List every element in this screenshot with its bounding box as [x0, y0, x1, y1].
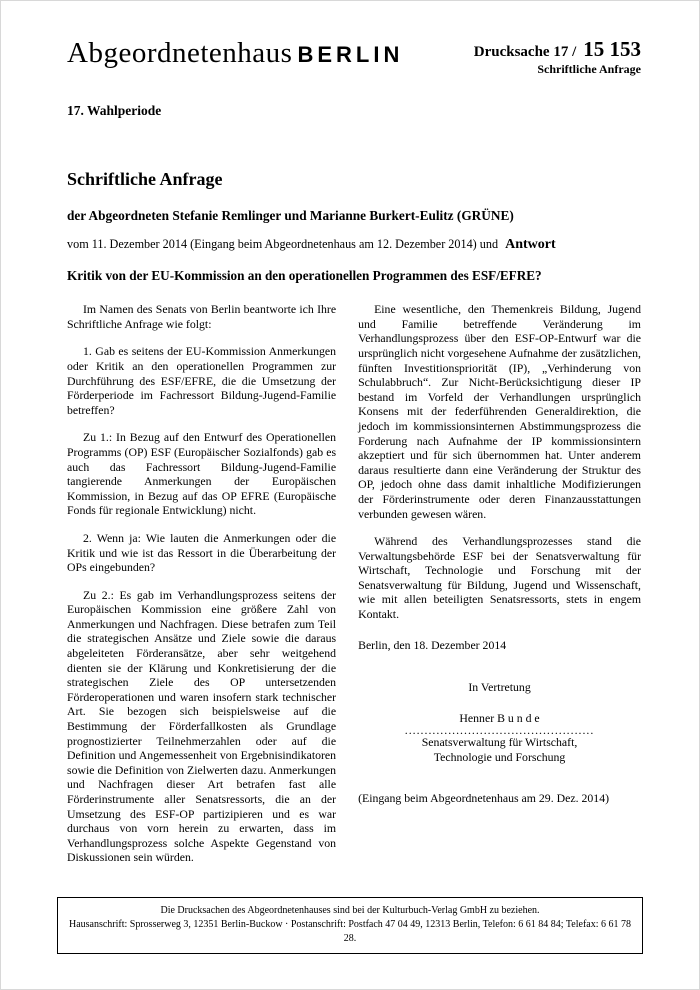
paragraph-answer-1: Zu 1.: In Bezug auf den Entwurf des Operationellen Programms (OP) ESF (Europäischer Sozialfonds) gab es auch das Fachressort Bildung-Jugend-Familie tangierende Anmerkungen der Europäischen Kommission, in Bezug auf das OP EFRE (Europäische Fonds für regionale Entwicklung) nicht. — [67, 430, 337, 518]
receipt-note: (Eingang beim Abgeordnetenhaus am 29. Dez. 2014) — [358, 790, 610, 805]
answer-label: Antwort — [505, 237, 556, 253]
page-title: Schriftliche Anfrage — [67, 169, 223, 190]
footer-line2: Hausanschrift: Sprosserweg 3, 12351 Berlin-Buckow · Postanschrift: Postfach 47 04 49, 12313 Berlin, Telefon: 6 61 84 84; Telefax: 6 61 78 28. — [68, 919, 632, 944]
signature-line: ................................................ — [404, 723, 595, 738]
signature-org-line2: Technologie und Forschung — [433, 750, 566, 765]
closing-date: Berlin, den 18. Dezember 2014 — [358, 637, 507, 652]
left-column — [67, 302, 336, 878]
signature-name: Henner B u n d e — [459, 710, 540, 725]
paragraph-answer-2: Zu 2.: Es gab im Verhandlungsprozess seitens der Europäischen Kommission eine größere Zahl von Anmerkungen und Nachfragen. Diese betrafen zum Teil die strategischen Ansätze und Ziele sowie die daraus abgeleiteten Förderansätze, aber sehr weitgehend dienten sie der Klärung und Konkretisierung der die strategischen Ziele des OP untersetzenden Förderoperationen und waren insofern stark technischer Art. Sie bezogen sich beispielsweise auf die Bestimmung der Förderfallkosten als Grundlage prognostizierter Teilnehmerzahlen oder auf die Definition und Angemessenheit von Ergebnisindikatoren sowie die Definition von Zielwerten dazu. Anmerkungen und Nachfragen dieser Art betrafen fast alle Förderinstrumente aller Senatsressorts, die an der Umsetzung des ESF-OP partizipieren und es war durchaus von vorn herein zu erwarten, dass im Verhandlungsprozess solche Aspekte Gegenstand von Diskussionen sein würden. — [67, 587, 337, 865]
paragraph-closing: Während des Verhandlungsprozesses stand die Verwaltungsbehörde ESF bei der Senatsverwaltung für Wirtschaft, Technologie und Forschung mit der Senatsverwaltung für Bildung, Jugend und Wissenschaft, wie mit allen beteiligten Senatsressorts, stets in engem Kontakt. — [358, 534, 641, 622]
footer-line1: Die Drucksachen des Abgeordnetenhauses sind bei der Kulturbuch-Verlag GmbH zu beziehen. — [160, 905, 540, 916]
authors-line: der Abgeordneten Stefanie Remlinger und Marianne Burkert-Eulitz (GRÜNE) — [67, 208, 514, 224]
logo-name: Abgeordnetenhaus — [67, 37, 293, 69]
signature-org-line1: Senatsverwaltung für Wirtschaft, — [421, 735, 578, 750]
date-line — [67, 237, 641, 253]
paragraph-question-1: 1. Gab es seitens der EU-Kommission Anmerkungen oder Kritik an den operationellen Programmen zur Durchführung des ESF/EFRE, die die Umsetzung der Förderperiode im Fachressort Bildung-Jugend-Familie betreffen? — [67, 344, 337, 417]
drucksache-type: Schriftliche Anfrage — [537, 62, 641, 77]
paragraph-intro: Im Namen des Senats von Berlin beantworte ich Ihre Schriftliche Anfrage wie folgt: — [67, 302, 337, 331]
abgeordnetenhaus-logo — [67, 35, 403, 68]
right-column — [358, 302, 641, 878]
subject-line: Kritik von der EU-Kommission an den operationellen Programmen des ESF/EFRE? — [67, 268, 542, 284]
title-block — [67, 169, 641, 284]
body-columns — [67, 302, 641, 878]
signature-block — [358, 680, 641, 764]
in-vertretung-label: In Vertretung — [468, 680, 531, 695]
drucksache-info — [474, 35, 641, 77]
document-header — [67, 35, 641, 77]
logo-city: BERLIN — [297, 42, 404, 67]
paragraph-answer-2-continued: Eine wesentliche, den Themenkreis Bildung, Jugend und Familie betreffende Veränderung im Verhandlungsprozess über den ESF-OP-Entwurf war die ursprünglich nicht vorgesehene Aufnahme der zusätzlichen, fünften Investitionspriorität (IP), „Verhinderung von Schulabbruch“. Zur Nicht-Berücksichtigung dieser IP bestand im Vorfeld der Verhandlungen ursprünglich Konsens mit der federführenden Generaldirektion, die jedoch im kommissionsinternen Abstimmungsprozess die Forderung nach Aufnahme der IP kommissionsintern akzeptiert und für sich übernommen hat. Unter anderem daraus resultierte dann eine Veränderung der Struktur des OP, jedoch ohne dass damit inhaltliche Modifizierungen der Förderinstrumente oder deren Finanzausstattungen verbunden gewesen wären. — [358, 302, 641, 521]
footer-box — [57, 897, 643, 954]
paragraph-question-2: 2. Wenn ja: Wie lauten die Anmerkungen oder die Kritik und wie ist das Ressort in die Überarbeitung der OPs eingebunden? — [67, 530, 337, 575]
drucksache-line — [474, 37, 641, 61]
wahlperiode-label: 17. Wahlperiode — [67, 103, 162, 119]
page-content — [1, 1, 699, 878]
date-line-text: vom 11. Dezember 2014 (Eingang beim Abgeordnetenhaus am 12. Dezember 2014) und — [67, 237, 499, 252]
drucksache-label: Drucksache 17 / — [473, 44, 577, 60]
drucksache-number: 15 153 — [583, 37, 641, 61]
